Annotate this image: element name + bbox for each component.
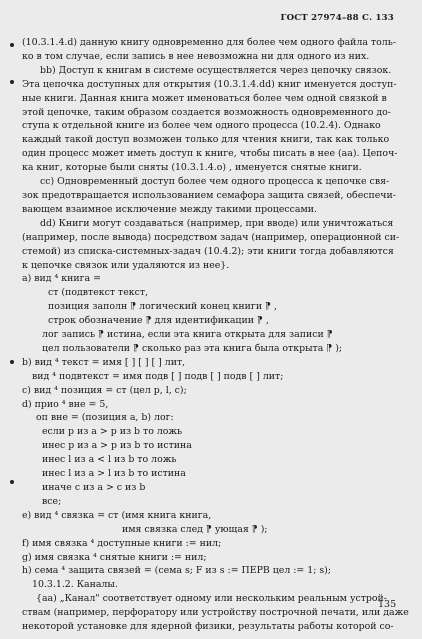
text-line: иначе c из a > c из b	[42, 482, 146, 493]
text-line: если p из a > p из b то ложь	[42, 426, 183, 438]
text-line: строк обозначение ⁋ для идентификации ⁋ ,	[48, 315, 269, 327]
text-line: (10.3.1.4.d) данную книгу одновременно для более чем одного файла толь-	[22, 37, 396, 48]
text-line: один процесс может иметь доступ к книге, чтобы писать в нее (aa). Цепоч-	[22, 148, 398, 160]
text-line: dd) Книги могут создаваться (например, при вводе) или уничтожаться	[40, 217, 394, 229]
text-line: {aa) „Канал" соответствует одному или нескольким реальным устрой-	[36, 593, 387, 605]
text-line: a) вид ⁴ книга =	[22, 273, 101, 285]
text-line: все;	[42, 495, 62, 507]
text-line: e) вид ⁴ связка = ст (имя книга книга,	[22, 509, 212, 521]
text-line: инес l из a < l из b то ложь	[42, 454, 177, 466]
text-line: лог запись ⁋ истина, если эта книга открыта для записи ⁋	[42, 329, 333, 341]
text-line: инес l из a > l из b то истина	[42, 468, 186, 480]
text-line: оп вне = (позиция a, b) лог:	[36, 412, 174, 424]
text-line: к цепочке связок или удаляются из нее}.	[22, 259, 230, 271]
text-line: bb) Доступ к книгам в системе осуществляется через цепочку связок.	[40, 64, 392, 76]
text-line: Эта цепочка доступных для открытия (10.3.1.4.dd) книг именуется доступ-	[22, 78, 397, 90]
text-line: ные книги. Данная книга может именоваться более чем одной связкой в	[22, 92, 387, 104]
text-line: позиция заполн ⁋ логический конец книги ⁋ ,	[48, 301, 277, 313]
text-line: ступа к отдельной книге из более чем одного процесса (10.2.4). Однако	[22, 120, 381, 132]
text-line: f) имя связка ⁴ доступные книги := нил;	[22, 537, 222, 549]
text-line: ст (подвтекст текст,	[48, 287, 149, 299]
text-line: ко в том случае, если запись в нее невозможна ни для одного из них.	[22, 50, 370, 62]
text-line: вающем взаимное исключение между такими процессами.	[22, 203, 317, 215]
text-line: 10.3.1.2. Каналы.	[32, 579, 118, 591]
body-text	[22, 36, 409, 634]
text-line: g) имя связка ⁴ снятые книги := нил;	[22, 551, 207, 563]
text-line: цел пользователи ⁋ сколько раз эта книга была открыта ⁋ );	[42, 342, 343, 354]
text-line: h) сема ⁴ защита связей = (сема s; F из s := ПЕРВ цел := 1; s);	[22, 565, 331, 577]
text-line: некоторой установке для ядерной физики, результаты работы которой со-	[22, 621, 394, 633]
text-line: вид ⁴ подвтекст = имя подв [ ] подв [ ] подв [ ] лит;	[32, 370, 284, 382]
text-line: стемой) из списка-системных-задач (10.4.2); эти книги тогда добавляются	[22, 245, 394, 257]
margin-mark	[10, 80, 14, 84]
text-line: b) вид ⁴ текст = имя [ ] [ ] [ ] лит,	[22, 356, 186, 368]
text-line: cc) Одновременный доступ более чем одного процесса к цепочке свя-	[40, 176, 390, 188]
text-line: этой цепочке, таким образом создается возможность одновременного до-	[22, 106, 391, 118]
margin-mark	[10, 360, 14, 364]
margin-mark	[10, 43, 14, 47]
margin-mark	[10, 480, 14, 484]
text-line: ка книг, которые были сняты (10.3.1.4.o) , именуется снятые книги.	[22, 162, 362, 174]
page-number: 135	[378, 599, 397, 610]
text-line: каждый такой доступ возможен только для чтения книги, так как только	[22, 134, 390, 146]
text-line: зок предотвращается использованием семафора защита связей, обеспечи-	[22, 189, 396, 201]
text-line: (например, после вывода) посредством задач (например, операционной си-	[22, 231, 400, 243]
text-line: ствам (например, перфоратору или устройству построчной печати, или даже	[22, 607, 409, 619]
text-line: c) вид ⁴ позиция = ст (цел p, l, c);	[22, 384, 187, 396]
text-line: инес p из a > p из b то истина	[42, 440, 192, 452]
text-line: d) прио ⁴ вне = 5,	[22, 398, 109, 410]
text-line: имя связка след ⁋ ующая ⁋ );	[122, 523, 268, 535]
running-header: ГОСТ 27974–88 С. 133	[280, 13, 394, 23]
